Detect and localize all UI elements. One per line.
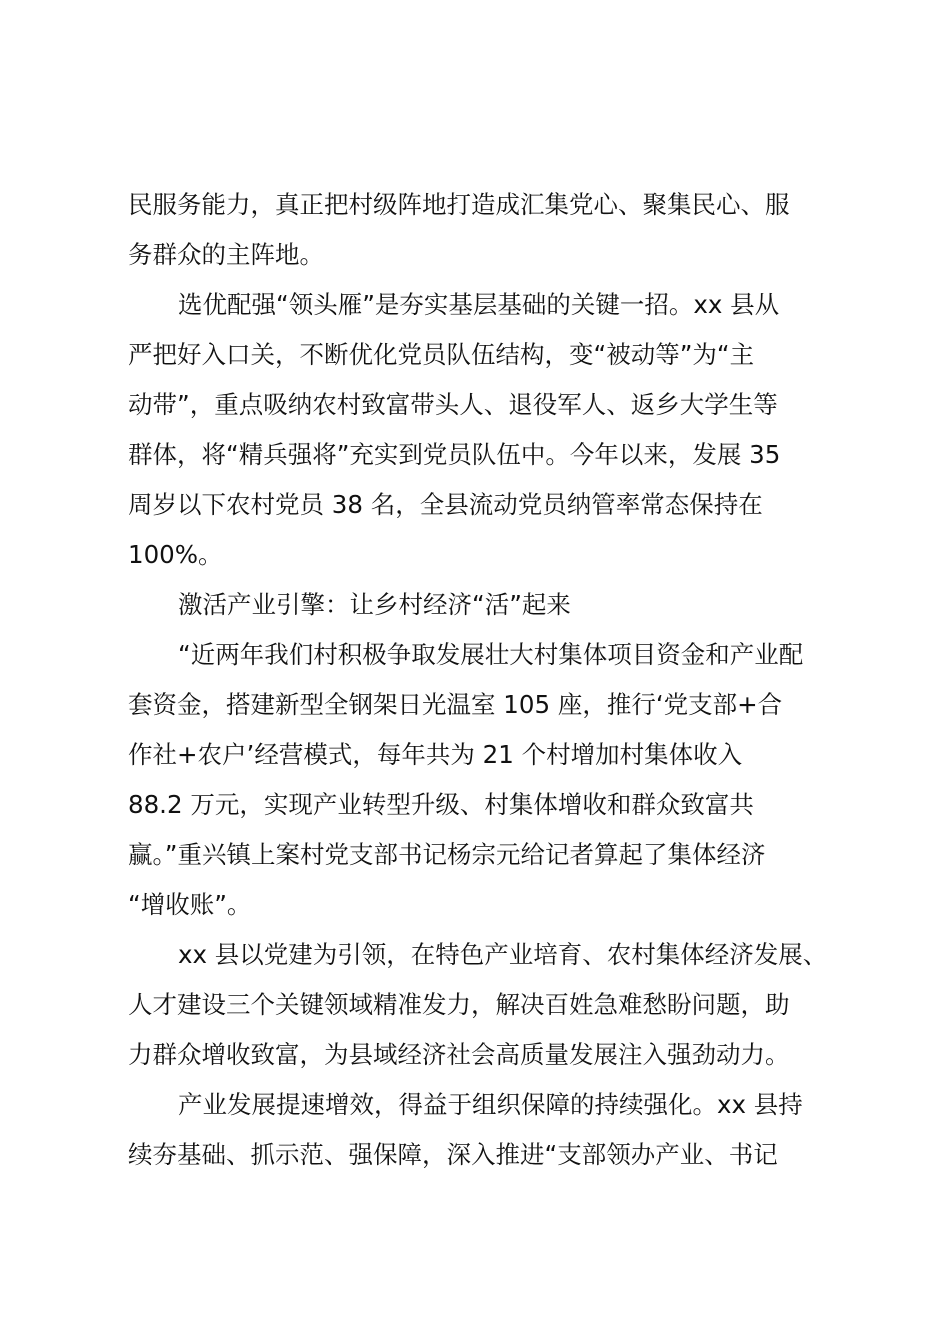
- paragraph-party-leadership: [128, 937, 838, 1087]
- text-line: 严把好入口关，不断优化党员队伍结构，变“被动等”为“主: [128, 340, 755, 369]
- paragraph-quote: [128, 637, 838, 937]
- section-heading: [128, 587, 838, 637]
- text-line: xx 县以党建为引领，在特色产业培育、农村集体经济发展、: [178, 940, 828, 969]
- text-line: 选优配强“领头雁”是夯实基层基础的关键一招。xx 县从: [178, 290, 780, 319]
- document-page: [128, 187, 838, 1187]
- text-line: 动带”，重点吸纳农村致富带头人、退役军人、返乡大学生等: [128, 390, 778, 419]
- text-line: 人才建设三个关键领域精准发力，解决百姓急难愁盼问题，助: [128, 990, 790, 1019]
- paragraph-leader-selection: [128, 287, 838, 587]
- text-line: 群体，将“精兵强将”充实到党员队伍中。今年以来，发展 35: [128, 440, 781, 469]
- text-line: 周岁以下农村党员 38 名，全县流动党员纳管率常态保持在: [128, 490, 763, 519]
- paragraph-industry-development: [128, 1087, 838, 1187]
- paragraph-continuation: [128, 187, 838, 287]
- text-line: 100%。: [128, 540, 223, 569]
- text-line: 赢。”重兴镇上案村党支部书记杨宗元给记者算起了集体经济: [128, 840, 766, 869]
- text-line: 作社+农户’经营模式，每年共为 21 个村增加村集体收入: [128, 740, 743, 769]
- text-line: 产业发展提速增效，得益于组织保障的持续强化。xx 县持: [178, 1090, 803, 1119]
- text-line: 民服务能力，真正把村级阵地打造成汇集党心、聚集民心、服: [128, 190, 790, 219]
- text-line: “近两年我们村积极争取发展壮大村集体项目资金和产业配: [178, 640, 804, 669]
- text-line: 套资金，搭建新型全钢架日光温室 105 座，推行‘党支部+合: [128, 690, 783, 719]
- text-line: 续夯基础、抓示范、强保障，深入推进“支部领办产业、书记: [128, 1140, 778, 1169]
- text-line: 力群众增收致富，为县域经济社会高质量发展注入强劲动力。: [128, 1040, 790, 1069]
- text-line: 务群众的主阵地。: [128, 240, 324, 269]
- text-line: 88.2 万元，实现产业转型升级、村集体增收和群众致富共: [128, 790, 754, 819]
- heading-line: 激活产业引擎：让乡村经济“活”起来: [178, 590, 571, 619]
- text-line: “增收账”。: [128, 890, 252, 919]
